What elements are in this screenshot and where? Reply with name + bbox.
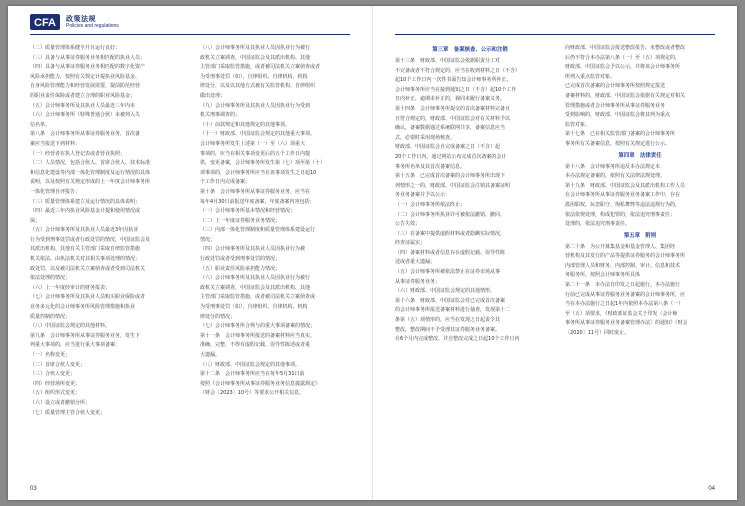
paragraph-line: 案应当报送下列材料： — [30, 140, 81, 147]
paragraph-line: 向财政部、中国证监会报送整改报告。未整改或者整改 — [565, 45, 686, 51]
paragraph-line: （四）最近三年内执业风险基金计提和使用情况或 — [30, 208, 141, 215]
paragraph-line: 会计师事务所应当在接到通知之日（不含）起10个工作 — [395, 86, 517, 93]
paragraph-line: （十）前款规定和其他规定的其他事项。 — [200, 121, 291, 128]
paragraph-line: 事务所有关备案信息，按照有关规定进行公示。 — [565, 140, 671, 147]
paragraph-line: 20个工作日内，通过网站公布完成首次备案的会计 — [395, 153, 507, 160]
paragraph-line: 备案材料的，财政部、中国证监会依据有关规定对相关 — [565, 92, 686, 99]
paragraph-line: 每年4月30日前报送年度备案，年度备案内容包括： — [200, 198, 315, 205]
page-number: 03 — [30, 486, 37, 492]
header-rule — [30, 34, 350, 35]
paragraph-line: 行前已完成从事证券服务业务备案的会计师事务所，应 — [565, 291, 686, 298]
paragraph-line: （二）首席合伙人变更； — [30, 361, 86, 368]
left-page — [8, 6, 372, 500]
paragraph-line: 务服务所，按照会计师事务所具体 — [565, 272, 641, 279]
paragraph-line: （七）会计师事务所合规与的重大事项备案的情况； — [200, 323, 316, 330]
paragraph-line: 第八条 会计师事务所从事证券服务业务，首次备 — [30, 131, 141, 138]
paragraph-line: 整改，整改期间不予受理其证券服务业务备案。 — [395, 326, 501, 333]
paragraph-line: 第十八条 会计师事务所违反本办法规定未 — [565, 163, 661, 170]
paragraph-line: 做出处理； — [200, 92, 226, 99]
paragraph-line: 第十条 会计师事务所从事证券服务业务，应当在 — [200, 188, 311, 195]
paragraph-line: 第十四条 会计师事务所提交的首次备案材料完备且 — [395, 105, 511, 112]
paragraph-line: 律处分，以及以其他方式被有关监管机构、自律组织 — [200, 83, 316, 90]
paragraph-line: 大遗漏。 — [200, 352, 221, 358]
paragraph-line: （四）备案材料或者信息存在虚假记载、误导性陈 — [395, 249, 506, 256]
text-column — [565, 44, 715, 339]
paragraph-line: 一体化管理自评报告； — [30, 188, 81, 195]
paragraph-line: （六）财政部、中国证监会规定的其他情形。 — [395, 288, 496, 295]
paragraph-line: 滥用职权、玩忽职守、徇私舞弊等违法违规行为的， — [565, 201, 681, 208]
paragraph-line: 内部管理人员和财务、内部控制、审计、信息和技术 — [565, 262, 681, 269]
paragraph-line: 本办法规定备案的，依照有关法律法规处理。 — [565, 173, 666, 180]
paragraph-line: （五）会计师事务所及其执业人员最近3年因执业 — [30, 227, 139, 234]
paragraph-line: 受到影响的，财政部、中国证监会将其列为重点 — [565, 112, 671, 119]
paragraph-line: 律处分的情况； — [200, 313, 236, 320]
paragraph-line: 营机构及其发行的产品等提供证券服务的会计师事务所 — [565, 253, 686, 260]
paragraph-line: （九）会计师事务所及其执业人员因执业行为受到 — [200, 102, 311, 109]
section-heading: 第三章 备案核查、公示和注销 — [432, 47, 508, 53]
paragraph-line: （六）设立或者撤销分所； — [30, 399, 91, 406]
paragraph-line: 按照《会计师事务所从事证券服务业务信息披露规定》 — [200, 380, 321, 387]
paragraph-line: 机关依法、由执法机关对其相关事项处理的情况； — [30, 256, 141, 263]
paragraph-line: 事务所从事证券服务业务备案管理办法〉的通知》（财会 — [565, 320, 688, 327]
paragraph-line: （五）会计师事务所被依法禁止在证券市场从事 — [395, 269, 501, 276]
paragraph-line: （二）质量管理体系健全并且运行良好； — [30, 45, 121, 51]
paragraph-line: 政处罚，以及被司法机关立案侦查或者受到司法机关 — [30, 265, 146, 272]
brand-cn: 政策法规 — [66, 15, 96, 23]
paragraph-line: （八）中国证监会规定的其他材料。 — [30, 323, 111, 330]
section-heading: 第五章 附则 — [623, 232, 657, 239]
right-page — [373, 6, 737, 500]
paragraph-line: 供，变更备案，会计师事务所发生第（七）项至第（十） — [200, 160, 326, 167]
paragraph-line: 第十九条 财政部、中国证监会及其派出机构工作人员 — [565, 182, 686, 189]
paragraph-line: （十一）财政部、中国证监会规定的其他重大事项。 — [200, 131, 316, 138]
paragraph-line: 管理措施或者会计师事务所从事证券服务业务 — [565, 102, 666, 109]
paragraph-line: 准确、完整，不得有虚假记载、误导性陈述或者重 — [200, 342, 311, 349]
paragraph-line: 财政部、中国证监会自完成备案之日（不含）起 — [395, 144, 501, 151]
paragraph-line: 第二十条 为公开募集基金和基金管理人、集团经 — [565, 243, 676, 250]
paragraph-line: 式，必要时采用现场核查。 — [395, 134, 456, 141]
paragraph-line: 日内补正，逾期未补正的，视同未履行备案义务。 — [395, 96, 506, 103]
paragraph-line: 事项的，应当在相关事项变更后的五个工作日内提 — [200, 150, 311, 157]
paragraph-line: （二）上一年度证券服务业务情况； — [200, 217, 281, 224]
paragraph-line: 第十七条 已在相关监管部门备案的会计师事务所 — [565, 131, 676, 138]
paragraph-line: （三）在备案中提供虚假材料或者隐瞒实际情况， — [395, 230, 506, 237]
paragraph-line: 处理的，依法追究刑事责任。 — [565, 221, 631, 228]
paragraph-line: （四）经营场所变更； — [30, 380, 81, 387]
paragraph-line: 质量控制的情况； — [30, 313, 71, 320]
paragraph-line: 政机关立案调查，中国证监会及其派出机构、其他 — [200, 284, 311, 291]
paragraph-line: （六）会计师事务所及其执业人员因执业行为被行 — [200, 275, 311, 282]
page-number: 04 — [708, 486, 715, 492]
paragraph-line: （一）会计师事务所基本情况和经营情况； — [200, 208, 296, 215]
paragraph-line: 为受刑事处罚（如），自律组织、自律机构、机构 — [200, 73, 308, 80]
paragraph-line: 政机关立案调查，中国证监会及其派出机构、其他 — [200, 54, 311, 61]
paragraph-line: 和信息化建设等内部一体化管理制度及运行情况的具体 — [30, 169, 151, 176]
paragraph-line: 列情形之一的，财政部、中国证监会注销其备案证明 — [395, 182, 511, 189]
paragraph-line: 在会计师事务所从事证券服务业务备案工作中，存在 — [565, 192, 681, 199]
brand — [66, 15, 119, 30]
paragraph-line: 项事项的，会计师事务所应当在该事项发生之日起10 — [200, 169, 317, 176]
paragraph-line: 行政处罚或者受到刑事处罚的情况； — [200, 256, 281, 263]
paragraph-line: 主管部门采取监管措施，或者被司法机关立案侦查或者 — [200, 64, 321, 71]
paragraph-line: （三）具备与从事证券服务业务相匹配的执业人员； — [30, 54, 146, 61]
brand-en: Policies and regulations — [66, 23, 119, 29]
paragraph-line: 当在本办法施行之日起1年内依照本办法第八条（一） — [565, 301, 684, 308]
paragraph-line: 监管对象。 — [565, 121, 591, 128]
paragraph-line: （七）会计师事务所及其执业人员购买职业保险或者 — [30, 294, 146, 301]
paragraph-line: 依法处理的情况； — [30, 275, 71, 282]
paragraph-line: 为受刑事处罚（如），自律组织、自律机构、机构 — [200, 304, 308, 311]
paragraph-line: 不完备或者不符合规定的，应当在收到材料之日（不含） — [395, 67, 521, 74]
paragraph-line: 其派出机构、其他有关主管部门采取自律监管措施 — [30, 246, 141, 253]
paragraph-line: 会计师事务所发生上述第（一）至（六）项重大 — [200, 140, 306, 147]
paragraph-line: （六）会计师事务所（特殊普通合伙）未被列入失 — [30, 112, 141, 119]
paragraph-line: 事务所名单及其首次备案信息。 — [395, 163, 466, 170]
paragraph-line: 主管部门采取监管措施，或者被司法机关立案侦查或 — [200, 294, 316, 301]
paragraph-line: （三）合伙人变更； — [30, 371, 76, 378]
paragraph-line: 信名单。 — [30, 121, 51, 128]
paragraph-line: 第二十一条 本办法自印发之日起施行。本办法施行 — [565, 282, 681, 289]
paragraph-line: 机关刑事调查的； — [200, 112, 241, 119]
paragraph-line: 〔2020〕11号）同时废止。 — [565, 330, 630, 337]
paragraph-line: 第十三条 财政部、中国证监会依据职责分工对 — [395, 58, 501, 64]
text-column — [30, 44, 180, 418]
paragraph-line: 第十二条 会计师事务所应当在每年5月31日前 — [200, 371, 305, 378]
paragraph-line: （一）会计师事务所依法终止； — [395, 201, 466, 208]
paragraph-line: 述或者重大遗漏； — [395, 259, 436, 266]
paragraph-line: 起10个工作日内一次性书面告知会计师事务所补正。 — [395, 77, 512, 84]
paragraph-line: 所列入重点监管对象。 — [565, 73, 616, 80]
paragraph-line: （一）名称变更； — [30, 352, 71, 358]
paragraph-line: 风险承担能力，按照有关规定计提执业风险基金、 — [30, 73, 141, 80]
paragraph-line: 确认，备案数据通过系统联网共享，备案信息应当 — [395, 125, 506, 132]
paragraph-line: （四）会计师事务所及其执业人员因执业行为被 — [200, 246, 306, 253]
header-rule — [395, 34, 715, 35]
paragraph-line: 条第（五）项情形的，应当在发现之日起责令其 — [395, 317, 501, 324]
paragraph-line: 行为受到刑事处罚或者行政处罚的情况，中国证监会及 — [30, 236, 151, 243]
paragraph-line: （六）上一年度经审计的财务报表； — [30, 284, 111, 291]
paragraph-line: 且符合规定的，财政部、中国证监会对有关材料予以 — [395, 115, 511, 122]
section-heading: 第四章 法律责任 — [618, 152, 662, 159]
paragraph-line: 公告失效； — [395, 221, 421, 228]
paragraph-line: 情况； — [200, 236, 216, 243]
paragraph-line: （五）职业责任风险承担能力情况； — [200, 265, 281, 272]
paragraph-line: 已完成首次备案的会计师事务所按照规定报送 — [565, 83, 666, 90]
paragraph-line: （财会〔2023〕10号）等要求公开相关信息。 — [200, 390, 305, 397]
paragraph-line: 第十六条 财政部、中国证监会对已完成首次备案 — [395, 297, 506, 304]
paragraph-line: （三）内部一体化管理制度和质量管理体系建设运行 — [200, 227, 316, 234]
paragraph-line: 经查证属实； — [395, 240, 426, 247]
paragraph-line: （五）会计师事务所及其执业人员最近三年内未 — [30, 102, 136, 109]
paragraph-line: 从事证券服务业务； — [395, 278, 441, 285]
logo-text: CFA — [34, 17, 56, 29]
paragraph-line: 的会计师事务所报送备案材料进行抽查，发现第十二 — [395, 307, 511, 314]
paragraph-line: （一）经营者在执人登记表或者营业执照； — [30, 150, 126, 157]
paragraph-line: 务业务备案并予以公示： — [395, 192, 451, 199]
paragraph-line: （五）组织形式变更； — [30, 390, 81, 397]
paragraph-line: 第九条 会计师事务所从事证券服务业务，发生下 — [30, 332, 141, 339]
paragraph-line: （七）质量管理主管合伙人变更； — [30, 409, 106, 416]
paragraph-line: （八）会计师事务所及其执业人员因执业行为被行 — [200, 45, 311, 51]
paragraph-line: （二）会计师事务所执业许可被依法撤销、撤回、 — [395, 211, 506, 218]
paragraph-line: 自身风险管理能力和经营发展需要，提前防范经营 — [30, 83, 141, 90]
paragraph-line: 在6个月内完成整改，并自整改完成之日起10个工作日内 — [395, 336, 520, 343]
paragraph-line: 第十一条 会计师事务所报送的备案材料应当真实、 — [200, 332, 316, 339]
paragraph-line: 的职业责任保险或者建立合理的职业风险基金； — [30, 92, 136, 99]
text-column — [395, 44, 545, 345]
page-spread — [8, 6, 737, 500]
paragraph-line: （二）人员情况，包括合伙人、首席合伙人、技术标准 — [30, 160, 151, 167]
paragraph-line: 说明，以及按照有关规定形成的上一年度会计师事务所 — [30, 179, 151, 186]
paragraph-line: 后仍不符合本办法第八条（一）至（五）项规定的， — [565, 54, 681, 61]
paragraph-line: （八）财政部、中国证监会规定的其他事项。 — [200, 361, 301, 368]
paragraph-line: 个工作日内完成备案； — [200, 179, 251, 186]
paragraph-line: 财政部、中国证监会予以公示，并将该会计师事务所 — [565, 64, 681, 71]
paragraph-line: （三）质量管理体系建立及运行情况的具体说明； — [30, 198, 141, 205]
paragraph-line: 业务多元化的会计师事务所风险管理措施和执业 — [30, 304, 136, 311]
paragraph-line: 至（五）项要求，《财政部证监会关于印发〈会计师 — [565, 310, 678, 317]
text-column — [200, 44, 350, 399]
paragraph-line: （四）具备与从事证券服务业务相匹配的数字化资产 — [30, 64, 146, 71]
paragraph-line: 列重大事项的，应当进行重大事项备案： — [30, 342, 121, 349]
logo — [30, 14, 60, 30]
paragraph-line: 依法依规处理，构成犯罪的，依法追究刑事责任； — [565, 211, 676, 218]
paragraph-line: 第十五条 已完成首次备案的会计师事务所出现下 — [395, 173, 506, 180]
paragraph-line: 保； — [30, 217, 41, 224]
